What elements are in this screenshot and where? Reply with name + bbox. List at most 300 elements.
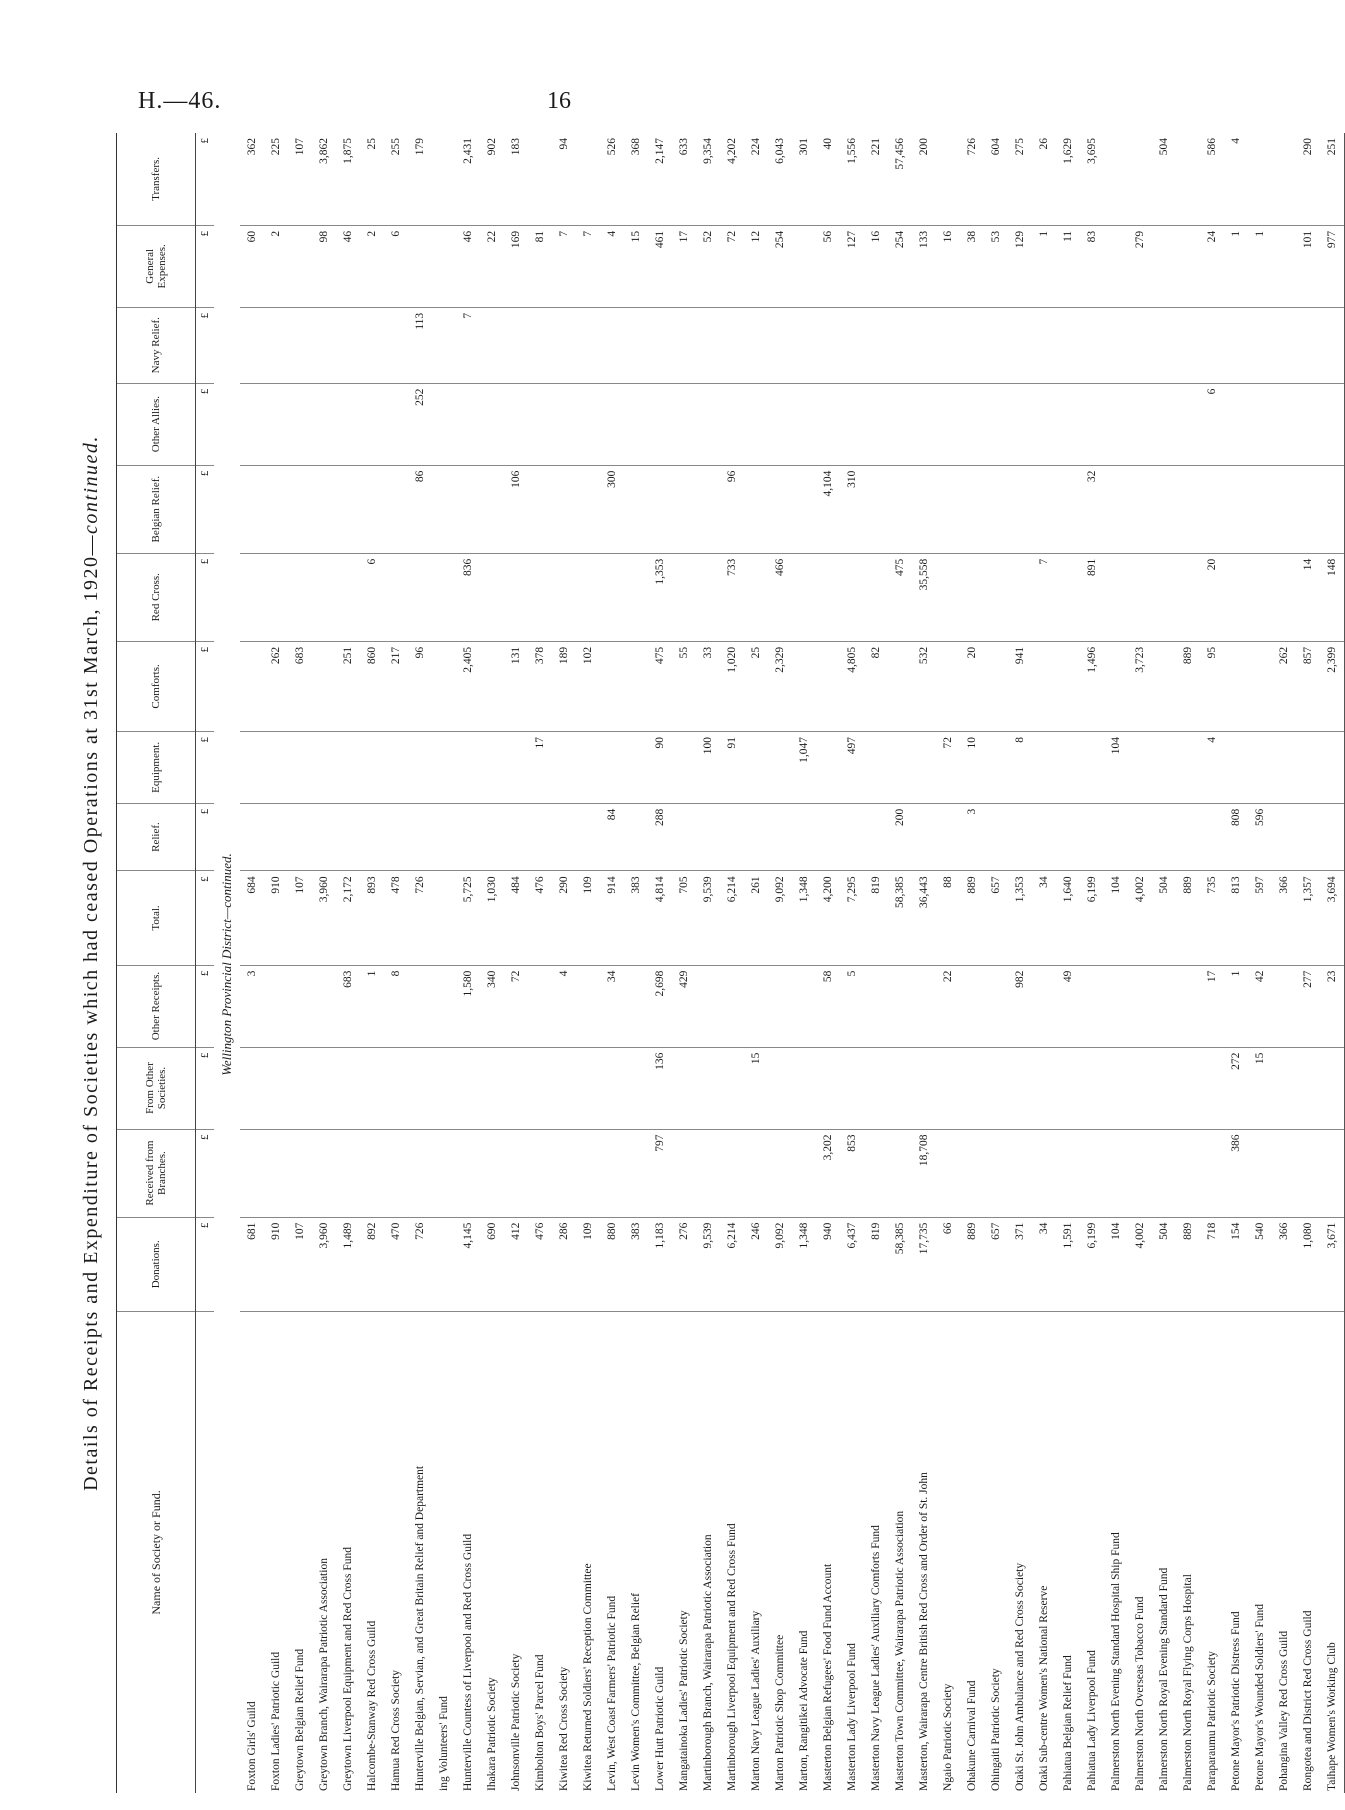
amount-cell: 718 xyxy=(1200,1217,1224,1311)
society-name-cell: Pohangina Valley Red Cross Guild xyxy=(1278,1630,1290,1791)
society-name-cell: Ohakune Carnival Fund xyxy=(966,1680,978,1791)
amount-cell xyxy=(720,965,744,1047)
amount-cell: 889 xyxy=(960,871,984,965)
amount-cell: 18,708 xyxy=(912,1129,936,1217)
amount-cell: 657 xyxy=(984,1217,1008,1311)
amount-cell xyxy=(1176,731,1200,803)
amount-cell xyxy=(288,1129,312,1217)
amount-cell: 17,735 xyxy=(912,1217,936,1311)
amount-cell: 1 xyxy=(1032,225,1056,307)
amount-cell: 461 xyxy=(648,225,672,307)
society-name-cell: Pahiatua Lady Liverpool Fund xyxy=(1086,1650,1098,1791)
amount-cell xyxy=(1200,307,1224,383)
currency-symbol: £ xyxy=(196,383,215,465)
amount-cell xyxy=(768,731,792,803)
amount-cell: 7 xyxy=(576,225,600,307)
amount-cell xyxy=(576,803,600,871)
amount-cell: 7 xyxy=(1032,553,1056,641)
amount-cell xyxy=(576,133,600,225)
amount-cell xyxy=(888,1047,912,1129)
society-name-cell: Levin, West Coast Farmers' Patriotic Fund xyxy=(606,1595,618,1791)
amount-cell: 42 xyxy=(1248,965,1272,1047)
table-row xyxy=(720,133,744,1793)
amount-cell: 9,092 xyxy=(768,871,792,965)
amount-cell xyxy=(624,307,648,383)
amount-cell: 892 xyxy=(360,1217,384,1311)
table-row xyxy=(1296,133,1320,1793)
amount-cell xyxy=(288,731,312,803)
currency-symbol: £ xyxy=(196,803,215,871)
amount-cell: 1,080 xyxy=(1296,1217,1320,1311)
society-name-cell: Paraparaumu Patriotic Society xyxy=(1206,1651,1218,1791)
amount-cell xyxy=(360,307,384,383)
amount-cell xyxy=(408,965,432,1047)
amount-cell xyxy=(456,731,480,803)
table-row xyxy=(312,133,336,1793)
currency-symbol: £ xyxy=(196,1129,215,1217)
amount-cell xyxy=(1200,465,1224,553)
amount-cell: 133 xyxy=(912,225,936,307)
amount-cell: 368 xyxy=(624,133,648,225)
amount-cell xyxy=(984,383,1008,465)
amount-cell: 288 xyxy=(648,803,672,871)
amount-cell: 34 xyxy=(600,965,624,1047)
amount-cell xyxy=(912,465,936,553)
amount-cell: 56 xyxy=(816,225,840,307)
amount-cell: 657 xyxy=(984,871,1008,965)
amount-cell xyxy=(432,731,456,803)
amount-cell: 3,202 xyxy=(816,1129,840,1217)
district-heading-row xyxy=(214,133,240,1793)
amount-cell xyxy=(1320,731,1345,803)
amount-cell xyxy=(672,553,696,641)
amount-cell xyxy=(792,641,816,731)
amount-cell xyxy=(576,1047,600,1129)
amount-cell xyxy=(240,553,264,641)
amount-cell: 2,172 xyxy=(336,871,360,965)
amount-cell: 104 xyxy=(1104,871,1128,965)
amount-cell: 4 xyxy=(1200,731,1224,803)
amount-cell: 58,385 xyxy=(888,871,912,965)
amount-cell xyxy=(1224,465,1248,553)
amount-cell: 7 xyxy=(552,225,576,307)
society-name-cell: Petone Mayor's Patriotic Distress Fund xyxy=(1230,1611,1242,1791)
amount-cell xyxy=(672,731,696,803)
amount-cell xyxy=(720,1047,744,1129)
amount-cell xyxy=(744,731,768,803)
table-row xyxy=(1152,133,1176,1793)
amount-cell xyxy=(264,731,288,803)
amount-cell xyxy=(600,1129,624,1217)
amount-cell: 683 xyxy=(288,641,312,731)
amount-cell xyxy=(1272,133,1296,225)
amount-cell: 681 xyxy=(240,1217,264,1311)
currency-symbol: £ xyxy=(196,307,215,383)
amount-cell xyxy=(792,307,816,383)
receipts-expenditure-table xyxy=(116,133,1345,1793)
society-name-cell: Martinborough Branch, Wairarapa Patriotic Association xyxy=(702,1534,714,1791)
amount-cell: 25 xyxy=(744,641,768,731)
amount-cell xyxy=(936,383,960,465)
amount-cell: 183 xyxy=(504,133,528,225)
society-name-cell: Lower Hutt Patriotic Guild xyxy=(654,1666,666,1791)
amount-cell: 251 xyxy=(1320,133,1345,225)
amount-cell xyxy=(984,307,1008,383)
society-name-cell: Otaki Sub-centre Women's National Reserve xyxy=(1038,1585,1050,1791)
amount-cell xyxy=(360,383,384,465)
table-row xyxy=(1320,133,1345,1793)
amount-cell: 860 xyxy=(360,641,384,731)
amount-cell xyxy=(336,803,360,871)
amount-cell: 977 xyxy=(1320,225,1345,307)
amount-cell xyxy=(384,307,408,383)
amount-cell xyxy=(912,803,936,871)
amount-cell xyxy=(288,1047,312,1129)
amount-cell xyxy=(936,133,960,225)
amount-cell: 275 xyxy=(1008,133,1032,225)
amount-cell: 224 xyxy=(744,133,768,225)
amount-cell xyxy=(408,1047,432,1129)
amount-cell xyxy=(864,553,888,641)
amount-cell xyxy=(624,553,648,641)
amount-cell xyxy=(1104,383,1128,465)
amount-cell: 4,200 xyxy=(816,871,840,965)
page-header xyxy=(0,88,1114,128)
amount-cell: 902 xyxy=(480,133,504,225)
amount-cell xyxy=(816,1047,840,1129)
table-row xyxy=(1032,133,1056,1793)
amount-cell: 597 xyxy=(1248,871,1272,965)
amount-cell: 57,456 xyxy=(888,133,912,225)
amount-cell: 7,295 xyxy=(840,871,864,965)
amount-cell: 1,875 xyxy=(336,133,360,225)
amount-cell xyxy=(1200,1047,1224,1129)
amount-cell: 246 xyxy=(744,1217,768,1311)
amount-cell: 255 xyxy=(384,133,408,225)
amount-cell xyxy=(384,1129,408,1217)
amount-cell xyxy=(1008,465,1032,553)
table-row xyxy=(384,133,408,1793)
amount-cell xyxy=(792,465,816,553)
amount-cell xyxy=(720,1129,744,1217)
society-name-cell: Pahiatua Belgian Relief Fund xyxy=(1062,1655,1074,1791)
table-row xyxy=(336,133,360,1793)
amount-cell xyxy=(888,731,912,803)
amount-cell: 4,104 xyxy=(816,465,840,553)
amount-cell xyxy=(624,1129,648,1217)
amount-cell: 127 xyxy=(840,225,864,307)
amount-cell xyxy=(1008,553,1032,641)
amount-cell xyxy=(1128,383,1152,465)
amount-cell: 301 xyxy=(792,133,816,225)
amount-cell: 429 xyxy=(672,965,696,1047)
table-row xyxy=(816,133,840,1793)
amount-cell xyxy=(480,465,504,553)
amount-cell: 90 xyxy=(648,731,672,803)
amount-cell xyxy=(864,307,888,383)
amount-cell xyxy=(1200,803,1224,871)
amount-cell: 857 xyxy=(1296,641,1320,731)
amount-cell xyxy=(288,553,312,641)
amount-cell xyxy=(1056,1129,1080,1217)
amount-cell xyxy=(552,731,576,803)
amount-cell: 17 xyxy=(528,731,552,803)
amount-cell: 475 xyxy=(648,641,672,731)
amount-cell: 891 xyxy=(1080,553,1104,641)
amount-cell xyxy=(816,731,840,803)
amount-cell xyxy=(1056,553,1080,641)
amount-cell: 4,805 xyxy=(840,641,864,731)
amount-cell: 102 xyxy=(576,641,600,731)
amount-cell: 3 xyxy=(960,803,984,871)
table-row xyxy=(264,133,288,1793)
amount-cell: 836 xyxy=(456,553,480,641)
society-name-cell: Greytown Branch, Wairarapa Patriotic Association xyxy=(318,1558,330,1791)
amount-cell xyxy=(552,1047,576,1129)
amount-cell xyxy=(1104,803,1128,871)
units-cell xyxy=(196,1311,215,1793)
amount-cell: 6,214 xyxy=(720,1217,744,1311)
amount-cell xyxy=(288,465,312,553)
amount-cell xyxy=(840,383,864,465)
amount-cell xyxy=(720,803,744,871)
amount-cell xyxy=(240,465,264,553)
amount-cell xyxy=(288,803,312,871)
amount-cell xyxy=(1296,1047,1320,1129)
amount-cell: 6,199 xyxy=(1080,1217,1104,1311)
amount-cell: 1,183 xyxy=(648,1217,672,1311)
society-name-cell: Rongotea and District Red Cross Guild xyxy=(1302,1610,1314,1791)
amount-cell xyxy=(408,731,432,803)
amount-cell xyxy=(336,1047,360,1129)
amount-cell xyxy=(576,553,600,641)
amount-cell: 1,020 xyxy=(720,641,744,731)
amount-cell xyxy=(888,965,912,1047)
amount-cell xyxy=(1248,465,1272,553)
amount-cell xyxy=(816,641,840,731)
amount-cell xyxy=(312,307,336,383)
amount-cell xyxy=(432,641,456,731)
amount-cell: 633 xyxy=(672,133,696,225)
amount-cell: 66 xyxy=(936,1217,960,1311)
amount-cell xyxy=(696,1129,720,1217)
amount-cell xyxy=(240,641,264,731)
amount-cell: 11 xyxy=(1056,225,1080,307)
society-name-cell: Marton Patriotic Shop Committee xyxy=(774,1634,786,1791)
amount-cell xyxy=(576,731,600,803)
amount-cell: 276 xyxy=(672,1217,696,1311)
amount-cell: 6 xyxy=(384,225,408,307)
amount-cell xyxy=(1080,307,1104,383)
amount-cell xyxy=(960,1129,984,1217)
amount-cell: 683 xyxy=(336,965,360,1047)
title-suffix: continued. xyxy=(80,435,102,534)
amount-cell: 4,145 xyxy=(456,1217,480,1311)
amount-cell: 4,202 xyxy=(720,133,744,225)
amount-cell: 6 xyxy=(360,553,384,641)
amount-cell: 4,814 xyxy=(648,871,672,965)
amount-cell xyxy=(864,383,888,465)
amount-cell xyxy=(888,641,912,731)
society-name-cell: Greytown Belgian Relief Fund xyxy=(294,1648,306,1791)
amount-cell xyxy=(288,225,312,307)
table-row xyxy=(1128,133,1152,1793)
amount-cell: 1,348 xyxy=(792,1217,816,1311)
amount-cell xyxy=(1056,383,1080,465)
amount-cell xyxy=(432,871,456,965)
table-row xyxy=(744,133,768,1793)
amount-cell: 310 xyxy=(840,465,864,553)
amount-cell xyxy=(336,553,360,641)
amount-cell xyxy=(960,465,984,553)
amount-cell xyxy=(1176,307,1200,383)
society-name-cell: Hunterville Countess of Liverpool and Red Cross Guild xyxy=(462,1533,474,1791)
amount-cell xyxy=(768,803,792,871)
amount-cell xyxy=(384,803,408,871)
amount-cell: 107 xyxy=(288,133,312,225)
amount-cell xyxy=(240,1047,264,1129)
table-row xyxy=(864,133,888,1793)
amount-cell xyxy=(1128,803,1152,871)
amount-cell: 2,431 xyxy=(456,133,480,225)
amount-cell: 217 xyxy=(384,641,408,731)
col-header-navy-relief: Navy Relief. xyxy=(117,307,196,383)
amount-cell: 84 xyxy=(600,803,624,871)
amount-cell xyxy=(360,731,384,803)
amount-cell: 83 xyxy=(1080,225,1104,307)
amount-cell: 169 xyxy=(504,225,528,307)
amount-cell: 107 xyxy=(288,871,312,965)
currency-symbol: £ xyxy=(196,871,215,965)
amount-cell: 131 xyxy=(504,641,528,731)
amount-cell xyxy=(1296,465,1320,553)
amount-cell: 366 xyxy=(1272,1217,1296,1311)
amount-cell xyxy=(672,465,696,553)
amount-cell xyxy=(888,465,912,553)
society-name-cell: Palmerston North Evening Standard Hospital Ship Fund xyxy=(1110,1532,1122,1791)
amount-cell xyxy=(744,1129,768,1217)
amount-cell xyxy=(504,383,528,465)
amount-cell xyxy=(912,383,936,465)
society-name-cell: Marton, Rangitikei Advocate Fund xyxy=(798,1630,810,1791)
amount-cell: 23 xyxy=(1320,965,1345,1047)
amount-cell: 504 xyxy=(1152,871,1176,965)
amount-cell: 1 xyxy=(360,965,384,1047)
col-header-other-receipts: Other Receipts. xyxy=(117,965,196,1047)
society-name-cell: Petone Mayor's Wounded Soldiers' Fund xyxy=(1254,1604,1266,1791)
amount-cell xyxy=(1224,553,1248,641)
amount-cell xyxy=(984,1129,1008,1217)
amount-cell: 254 xyxy=(888,225,912,307)
amount-cell xyxy=(696,965,720,1047)
amount-cell xyxy=(792,965,816,1047)
society-name-cell: Johnsonville Patriotic Society xyxy=(510,1653,522,1791)
amount-cell: 4 xyxy=(552,965,576,1047)
amount-cell: 476 xyxy=(528,1217,552,1311)
amount-cell xyxy=(1032,803,1056,871)
amount-cell xyxy=(1008,307,1032,383)
amount-cell xyxy=(1032,465,1056,553)
amount-cell: 91 xyxy=(720,731,744,803)
amount-cell: 808 xyxy=(1224,803,1248,871)
table-row xyxy=(1224,133,1248,1793)
amount-cell xyxy=(840,307,864,383)
amount-cell xyxy=(1080,965,1104,1047)
col-header-total: Total. xyxy=(117,871,196,965)
society-name-cell: Palmerston North Overseas Tobacco Fund xyxy=(1134,1596,1146,1791)
table-row xyxy=(960,133,984,1793)
table-row xyxy=(432,133,456,1793)
amount-cell xyxy=(336,731,360,803)
amount-cell xyxy=(1272,465,1296,553)
amount-cell xyxy=(936,307,960,383)
amount-cell xyxy=(1272,553,1296,641)
amount-cell xyxy=(1056,307,1080,383)
amount-cell xyxy=(384,1047,408,1129)
society-name-cell: Martinborough Liverpool Equipment and Red Cross Fund xyxy=(726,1523,738,1791)
amount-cell: 526 xyxy=(600,133,624,225)
amount-cell xyxy=(600,307,624,383)
amount-cell xyxy=(1152,465,1176,553)
amount-cell xyxy=(312,641,336,731)
amount-cell xyxy=(1176,965,1200,1047)
amount-cell: 72 xyxy=(504,965,528,1047)
amount-cell xyxy=(480,1047,504,1129)
amount-cell: 261 xyxy=(744,871,768,965)
table-row xyxy=(480,133,504,1793)
amount-cell xyxy=(384,465,408,553)
amount-cell xyxy=(1056,641,1080,731)
amount-cell xyxy=(312,1047,336,1129)
amount-cell xyxy=(240,731,264,803)
society-name-cell: Hamua Red Cross Society xyxy=(390,1669,402,1791)
amount-cell xyxy=(1152,307,1176,383)
col-header-relief: Relief. xyxy=(117,803,196,871)
table-row xyxy=(456,133,480,1793)
amount-cell xyxy=(1248,731,1272,803)
currency-symbol: £ xyxy=(196,731,215,803)
amount-cell: 58 xyxy=(816,965,840,1047)
amount-cell: 2,405 xyxy=(456,641,480,731)
amount-cell: 340 xyxy=(480,965,504,1047)
amount-cell xyxy=(600,553,624,641)
amount-cell xyxy=(1080,1129,1104,1217)
amount-cell: 1,357 xyxy=(1296,871,1320,965)
amount-cell: 1 xyxy=(1224,225,1248,307)
col-header-from-other-societies: From Other Societies. xyxy=(117,1047,196,1129)
currency-symbol: £ xyxy=(196,553,215,641)
amount-cell xyxy=(336,1129,360,1217)
amount-cell: 35,558 xyxy=(912,553,936,641)
amount-cell xyxy=(432,553,456,641)
amount-cell: 16 xyxy=(936,225,960,307)
amount-cell xyxy=(1104,641,1128,731)
amount-cell: 34 xyxy=(1032,871,1056,965)
table-row xyxy=(984,133,1008,1793)
amount-cell xyxy=(240,383,264,465)
society-name-cell: Palmerston North Royal Evening Standard Fund xyxy=(1158,1567,1170,1791)
amount-cell xyxy=(1320,803,1345,871)
amount-cell: 726 xyxy=(408,1217,432,1311)
amount-cell: 200 xyxy=(912,133,936,225)
amount-cell: 14 xyxy=(1296,553,1320,641)
amount-cell xyxy=(1128,965,1152,1047)
amount-cell xyxy=(792,553,816,641)
table-row xyxy=(576,133,600,1793)
society-name-cell: Halcombe-Stanway Red Cross Guild xyxy=(366,1620,378,1791)
amount-cell xyxy=(1296,731,1320,803)
amount-cell xyxy=(696,803,720,871)
